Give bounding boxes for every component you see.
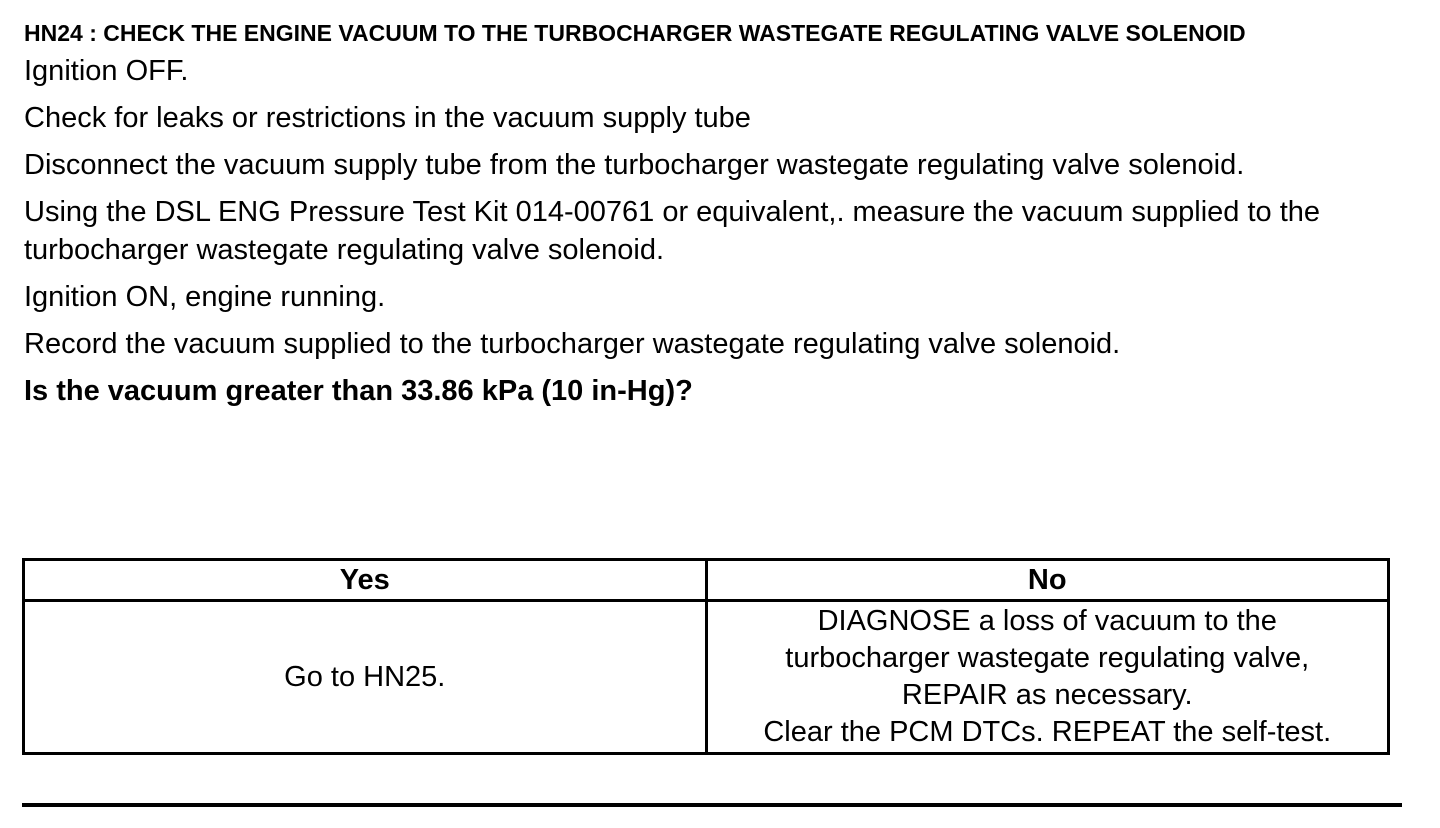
no-action-line: REPAIR as necessary. (901, 679, 1193, 711)
instruction-measure-vacuum: Using the DSL ENG Pressure Test Kit 014-00761 or equivalent,. measure the vacuum supplied to the turbocharger wastegate regulating valve solenoid. (24, 196, 1321, 266)
result-table (22, 558, 1390, 755)
no-action-line: DIAGNOSE a loss of vacuum to the (817, 605, 1277, 637)
instruction-ignition-on: Ignition ON, engine running. (24, 281, 386, 313)
no-action-line: Clear the PCM DTCs. REPEAT the self-test. (763, 716, 1332, 748)
section-divider (22, 803, 1402, 807)
instruction-check-leaks: Check for leaks or restrictions in the vacuum supply tube (24, 102, 751, 134)
instruction-ignition-off: Ignition OFF. (24, 55, 189, 87)
instruction-record-vacuum: Record the vacuum supplied to the turbocharger wastegate regulating valve solenoid. (24, 328, 1121, 360)
step-title: HN24 : CHECK THE ENGINE VACUUM TO THE TURBOCHARGER WASTEGATE REGULATING VALVE SOLENOID (24, 20, 1246, 46)
result-header-row (24, 560, 1389, 601)
instruction-list (24, 52, 1404, 363)
no-action (706, 601, 1389, 754)
result-action-row (24, 601, 1389, 754)
procedure-step (24, 14, 1404, 410)
no-header: No (706, 560, 1389, 601)
no-action-line: turbocharger wastegate regulating valve, (785, 642, 1310, 674)
instruction-disconnect-tube: Disconnect the vacuum supply tube from the turbocharger wastegate regulating valve solenoid. (24, 149, 1245, 181)
yes-action: Go to HN25. (24, 601, 707, 754)
step-question: Is the vacuum greater than 33.86 kPa (10 in-Hg)? (24, 375, 693, 407)
yes-header: Yes (24, 560, 707, 601)
